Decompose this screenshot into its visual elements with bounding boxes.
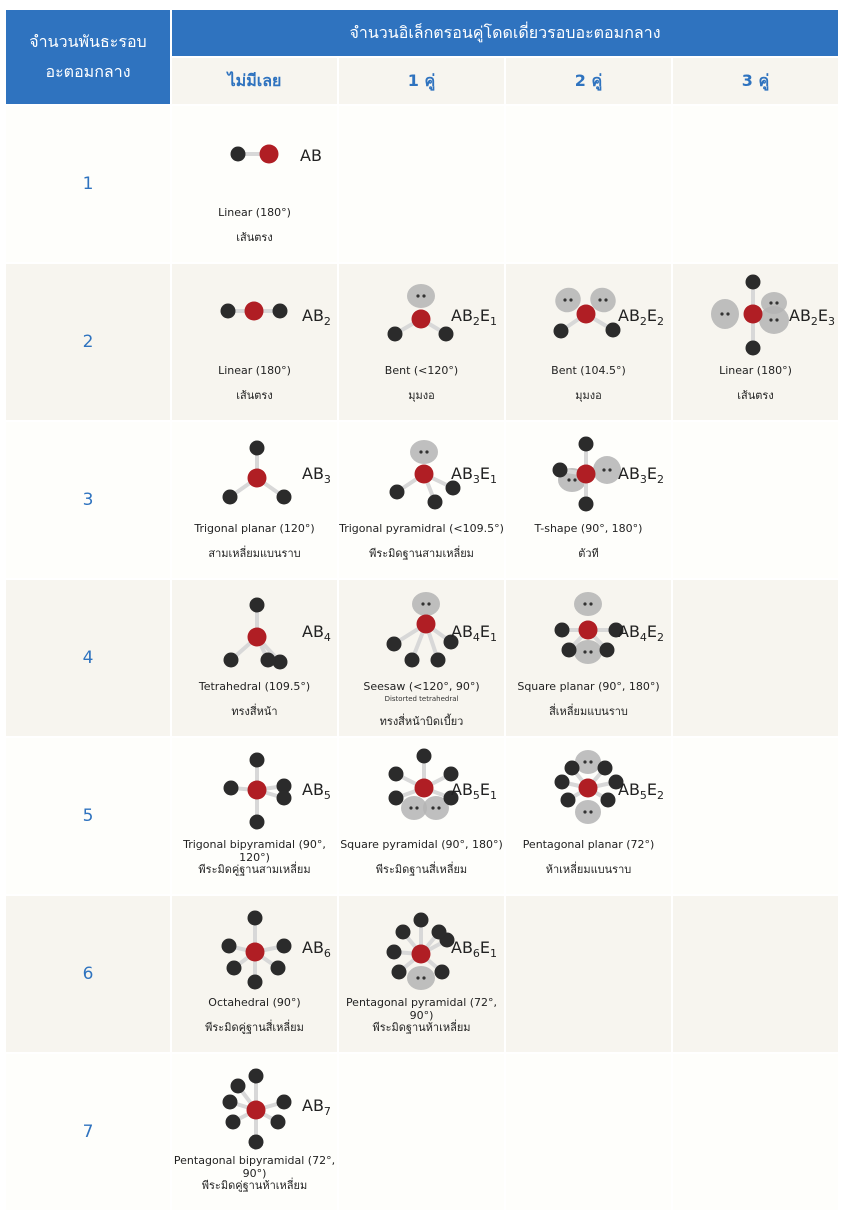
geometry-name-th: ตัวที — [578, 547, 599, 560]
lone-pair-dot — [608, 468, 611, 471]
central-atom — [248, 781, 267, 800]
central-atom — [412, 310, 431, 329]
column-header-three-pairs: 3 คู่ — [673, 58, 838, 104]
bond-count-header-line1: จำนวนพันธะรอบ — [29, 32, 147, 51]
lone-pair-dot — [427, 602, 430, 605]
ligand-atom — [565, 761, 580, 776]
geometry-cell — [506, 896, 671, 1052]
central-atom — [412, 945, 431, 964]
formula-subscript-bonds: 2 — [639, 315, 647, 328]
formula-lone-pair: E — [646, 622, 658, 641]
lone-pair-header: จำนวนอิเล็กตรอนคู่โดดเดี่ยวรอบอะตอมกลาง — [172, 10, 838, 56]
geometry-name-en: Linear (180°) — [218, 206, 291, 219]
column-header-none: ไม่มีเลย — [172, 58, 337, 104]
lone-pair-dot — [775, 318, 778, 321]
ligand-atom — [227, 961, 242, 976]
ligand-atom — [277, 490, 292, 505]
geometry-cell — [339, 106, 504, 262]
geometry-cell — [172, 580, 337, 736]
lone-pair-dot — [583, 650, 586, 653]
molecule-formula — [451, 306, 497, 328]
row-label-bonds-2: 2 — [6, 264, 170, 420]
lone-pair-lobe — [711, 299, 739, 329]
geometry-cell — [172, 896, 337, 1052]
lone-pair-dot — [769, 301, 772, 304]
geometry-name-th: มุมงอ — [575, 389, 602, 402]
lone-pair-dot — [422, 294, 425, 297]
geometry-name-th: เส้นตรง — [737, 389, 774, 402]
ligand-atom — [250, 441, 265, 456]
ligand-atom — [555, 623, 570, 638]
lone-pair-dot — [573, 478, 576, 481]
lone-pair-dot — [589, 650, 592, 653]
geometry-name-en: Trigonal pyramidral (<109.5°) — [339, 522, 504, 535]
ligand-atom — [388, 327, 403, 342]
vsepr-table — [6, 10, 836, 1194]
geometry-cell — [172, 422, 337, 578]
formula-subscript-bonds: 4 — [472, 631, 480, 644]
ligand-atom — [387, 637, 402, 652]
central-atom — [415, 465, 434, 484]
geometry-name-th: สามเหลี่ยมแบนราบ — [208, 547, 301, 560]
ligand-atom — [601, 793, 616, 808]
ligand-atom — [249, 1135, 264, 1150]
geometry-name-th: มุมงอ — [408, 389, 435, 402]
geometry-name-en: Octahedral (90°) — [208, 996, 301, 1009]
geometry-name-th: เส้นตรง — [236, 231, 273, 244]
lone-pair-dot — [602, 468, 605, 471]
central-atom — [415, 779, 434, 798]
lone-pair-dot — [563, 298, 566, 301]
formula-lone-pair: E — [479, 938, 491, 957]
ligand-atom — [224, 781, 239, 796]
geometry-cell — [339, 1054, 504, 1210]
geometry-cell — [339, 580, 504, 736]
ligand-atom — [221, 304, 236, 319]
molecule-formula — [451, 622, 497, 644]
geometry-name-en: Pentagonal pyramidal (72°, 90°) — [345, 996, 498, 1022]
lone-pair-lobe — [407, 966, 435, 990]
formula-lone-pair: E — [646, 780, 658, 799]
lone-pair-dot — [589, 602, 592, 605]
ligand-atom — [579, 497, 594, 512]
ligand-atom — [405, 653, 420, 668]
formula-subscript-bonds: 4 — [323, 631, 331, 644]
lone-pair-dot — [726, 312, 729, 315]
ligand-atom — [389, 767, 404, 782]
ligand-atom — [231, 1079, 246, 1094]
ligand-atom — [390, 485, 405, 500]
molecule-formula — [302, 1096, 331, 1118]
geometry-cell — [673, 896, 838, 1052]
geometry-cell — [172, 106, 337, 262]
geometry-cell — [339, 738, 504, 894]
molecule-formula — [618, 306, 664, 328]
formula-subscript-bonds: 3 — [472, 473, 480, 486]
ligand-atom — [439, 327, 454, 342]
ligand-atom — [223, 1095, 238, 1110]
formula-subscript-lone-pairs: 1 — [490, 947, 498, 960]
formula-subscript-bonds: 3 — [639, 473, 647, 486]
ligand-atom — [271, 1115, 286, 1130]
ligand-atom — [561, 793, 576, 808]
geometry-name-en: Linear (180°) — [218, 364, 291, 377]
lone-pair-dot — [589, 810, 592, 813]
molecule-formula — [302, 780, 331, 802]
geometry-cell — [506, 738, 671, 894]
lone-pair-dot — [431, 806, 434, 809]
central-atom — [579, 779, 598, 798]
lone-pair-dot — [416, 976, 419, 979]
formula-subscript-lone-pairs: 3 — [828, 315, 836, 328]
geometry-cell — [339, 422, 504, 578]
lone-pair-lobe — [593, 456, 621, 484]
molecule-formula — [451, 938, 497, 960]
lone-pair-dot — [720, 312, 723, 315]
geometry-name-en: Square pyramidal (90°, 180°) — [340, 838, 503, 851]
formula-base: AB — [618, 306, 640, 325]
lone-pair-dot — [604, 298, 607, 301]
formula-subscript-bonds: 4 — [639, 631, 647, 644]
ligand-atom — [387, 945, 402, 960]
lone-pair-dot — [583, 810, 586, 813]
lone-pair-lobe — [412, 592, 440, 616]
formula-subscript-bonds: 5 — [472, 789, 480, 802]
geometry-cell — [673, 264, 838, 420]
lone-pair-dot — [415, 806, 418, 809]
molecule-formula — [618, 622, 664, 644]
geometry-cell — [506, 106, 671, 262]
ligand-atom — [273, 304, 288, 319]
geometry-name-th: พีระมิดฐานห้าเหลี่ยม — [372, 1021, 471, 1034]
molecule-formula — [451, 464, 497, 486]
ligand-atom — [432, 925, 447, 940]
geometry-cell — [673, 738, 838, 894]
row-label-bonds-1: 1 — [6, 106, 170, 262]
bond-count-header-line2: อะตอมกลาง — [45, 62, 131, 81]
ligand-atom — [553, 463, 568, 478]
ligand-atom — [555, 775, 570, 790]
formula-base: AB — [789, 306, 811, 325]
lone-pair-dot — [569, 298, 572, 301]
geometry-name-th: ทรงสี่หน้าบิดเบี้ยว — [379, 715, 464, 728]
formula-base: AB — [302, 306, 324, 325]
geometry-name-en: T-shape (90°, 180°) — [534, 522, 643, 535]
formula-subscript-lone-pairs: 1 — [490, 473, 498, 486]
column-header-two-pairs: 2 คู่ — [506, 58, 671, 104]
geometry-name-th: พีระมิดคู่ฐานสามเหลี่ยม — [198, 863, 311, 876]
geometry-cell — [506, 580, 671, 736]
molecule-formula — [618, 780, 664, 802]
geometry-name-th: พีระมิดคู่ฐานสี่เหลี่ยม — [205, 1021, 304, 1034]
formula-base: AB — [302, 622, 324, 641]
formula-subscript-bonds: 3 — [323, 473, 331, 486]
ligand-atom — [249, 1069, 264, 1084]
lone-pair-dot — [409, 806, 412, 809]
lone-pair-dot — [422, 976, 425, 979]
central-atom — [260, 145, 279, 164]
molecule-formula — [302, 306, 331, 328]
geometry-name-en: Pentagonal bipyramidal (72°, 90°) — [173, 1154, 336, 1180]
formula-base: AB — [451, 464, 473, 483]
ligand-atom — [435, 965, 450, 980]
geometry-name-th: พีระมิดฐานสี่เหลี่ยม — [375, 863, 468, 876]
geometry-name-en: Linear (180°) — [719, 364, 792, 377]
formula-subscript-lone-pairs: 1 — [490, 789, 498, 802]
geometry-cell — [506, 422, 671, 578]
ligand-atom — [579, 437, 594, 452]
geometry-name-en: Pentagonal planar (72°) — [522, 838, 655, 851]
geometry-name-en: Square planar (90°, 180°) — [517, 680, 660, 693]
formula-subscript-lone-pairs: 2 — [657, 789, 665, 802]
geometry-name-th: เส้นตรง — [236, 389, 273, 402]
lone-pair-lobe — [574, 592, 602, 616]
formula-subscript-bonds: 6 — [323, 947, 331, 960]
ligand-atom — [598, 761, 613, 776]
formula-lone-pair: E — [817, 306, 829, 325]
row-label-bonds-7: 7 — [6, 1054, 170, 1210]
lone-pair-lobe — [407, 284, 435, 308]
formula-subscript-bonds: 5 — [323, 789, 331, 802]
ligand-atom — [277, 791, 292, 806]
ligand-atom — [389, 791, 404, 806]
formula-subscript-bonds: 6 — [472, 947, 480, 960]
formula-base: AB — [618, 622, 640, 641]
lone-pair-lobe — [575, 800, 601, 824]
lone-pair-dot — [589, 760, 592, 763]
geometry-cell — [673, 580, 838, 736]
formula-subscript-lone-pairs: 1 — [490, 631, 498, 644]
geometry-cell — [339, 264, 504, 420]
ligand-atom — [417, 749, 432, 764]
formula-lone-pair: E — [479, 622, 491, 641]
formula-subscript-bonds: 2 — [323, 315, 331, 328]
formula-base: AB — [300, 146, 322, 165]
bond-count-header — [6, 10, 170, 104]
molecule-formula — [300, 146, 322, 168]
formula-subscript-bonds: 7 — [323, 1105, 331, 1118]
ligand-atom — [554, 324, 569, 339]
central-atom — [248, 469, 267, 488]
molecule-formula — [302, 622, 331, 644]
lone-pair-dot — [567, 478, 570, 481]
lone-pair-lobe — [574, 640, 602, 664]
formula-base: AB — [618, 464, 640, 483]
ligand-atom — [261, 653, 276, 668]
molecule-formula — [302, 938, 331, 960]
ligand-atom — [277, 1095, 292, 1110]
ligand-atom — [223, 490, 238, 505]
ligand-atom — [428, 495, 443, 510]
formula-base: AB — [302, 780, 324, 799]
lone-pair-dot — [437, 806, 440, 809]
formula-subscript-lone-pairs: 2 — [657, 315, 665, 328]
ligand-atom — [226, 1115, 241, 1130]
row-label-bonds-4: 4 — [6, 580, 170, 736]
ligand-atom — [396, 925, 411, 940]
column-header-one-pair: 1 คู่ — [339, 58, 504, 104]
ligand-atom — [222, 939, 237, 954]
central-atom — [577, 305, 596, 324]
lone-pair-dot — [769, 318, 772, 321]
ligand-atom — [562, 643, 577, 658]
lone-pair-dot — [598, 298, 601, 301]
formula-lone-pair: E — [646, 306, 658, 325]
lone-pair-dot — [775, 301, 778, 304]
geometry-name-th: พีระมิดฐานสามเหลี่ยม — [369, 547, 474, 560]
central-atom — [247, 1101, 266, 1120]
ligand-atom — [248, 975, 263, 990]
geometry-cell — [172, 1054, 337, 1210]
ligand-atom — [414, 913, 429, 928]
lone-pair-dot — [425, 450, 428, 453]
ligand-atom — [248, 911, 263, 926]
geometry-cell — [506, 1054, 671, 1210]
geometry-name-en: Bent (<120°) — [384, 364, 459, 377]
formula-base: AB — [451, 622, 473, 641]
formula-base: AB — [302, 464, 324, 483]
row-label-bonds-6: 6 — [6, 896, 170, 1052]
central-atom — [579, 621, 598, 640]
formula-subscript-bonds: 5 — [639, 789, 647, 802]
ligand-atom — [271, 961, 286, 976]
formula-lone-pair: E — [479, 780, 491, 799]
row-label-bonds-5: 5 — [6, 738, 170, 894]
ligand-atom — [431, 653, 446, 668]
central-atom — [744, 305, 763, 324]
formula-subscript-lone-pairs: 2 — [657, 631, 665, 644]
row-label-bonds-3: 3 — [6, 422, 170, 578]
geometry-name-th: ทรงสี่หน้า — [231, 705, 278, 718]
geometry-cell — [172, 738, 337, 894]
formula-subscript-lone-pairs: 1 — [490, 315, 498, 328]
ligand-atom — [224, 653, 239, 668]
ligand-atom — [250, 598, 265, 613]
formula-base: AB — [302, 1096, 324, 1115]
geometry-name-en: Bent (104.5°) — [551, 364, 626, 377]
lone-pair-dot — [583, 760, 586, 763]
geometry-name-en: Trigonal planar (120°) — [194, 522, 315, 535]
geometry-cell — [172, 264, 337, 420]
geometry-name-en: Trigonal bipyramidal (90°, 120°) — [183, 838, 326, 864]
central-atom — [417, 615, 436, 634]
formula-subscript-bonds: 2 — [472, 315, 480, 328]
ligand-atom — [600, 643, 615, 658]
ligand-atom — [250, 753, 265, 768]
geometry-cell — [673, 422, 838, 578]
geometry-name-th: ห้าเหลี่ยมแบนราบ — [545, 863, 632, 876]
molecule-formula — [451, 780, 497, 802]
formula-base: AB — [451, 780, 473, 799]
geometry-name-th: สี่เหลี่ยมแบนราบ — [549, 705, 628, 718]
geometry-name-th: พีระมิดคู่ฐานห้าเหลี่ยม — [201, 1179, 308, 1192]
ligand-atom — [392, 965, 407, 980]
formula-subscript-bonds: 2 — [810, 315, 818, 328]
lone-pair-dot — [421, 602, 424, 605]
geometry-note: Distorted tetrahedral — [384, 695, 459, 703]
ligand-atom — [746, 275, 761, 290]
formula-base: AB — [451, 306, 473, 325]
central-atom — [246, 943, 265, 962]
formula-base: AB — [451, 938, 473, 957]
central-atom — [577, 465, 596, 484]
geometry-cell — [339, 896, 504, 1052]
formula-lone-pair: E — [479, 464, 491, 483]
formula-subscript-lone-pairs: 2 — [657, 473, 665, 486]
ligand-atom — [277, 939, 292, 954]
lone-pair-dot — [419, 450, 422, 453]
geometry-cell — [673, 106, 838, 262]
molecule-formula — [618, 464, 664, 486]
formula-lone-pair: E — [646, 464, 658, 483]
geometry-name-en: Tetrahedral (109.5°) — [198, 680, 311, 693]
lone-pair-dot — [583, 602, 586, 605]
formula-lone-pair: E — [479, 306, 491, 325]
ligand-atom — [231, 147, 246, 162]
molecule-formula — [789, 306, 835, 328]
ligand-atom — [250, 815, 265, 830]
geometry-cell — [673, 1054, 838, 1210]
geometry-cell — [506, 264, 671, 420]
central-atom — [248, 628, 267, 647]
central-atom — [245, 302, 264, 321]
formula-base: AB — [302, 938, 324, 957]
ligand-atom — [746, 341, 761, 356]
formula-base: AB — [618, 780, 640, 799]
molecule-formula — [302, 464, 331, 486]
lone-pair-dot — [416, 294, 419, 297]
lone-pair-lobe — [410, 440, 438, 464]
geometry-name-en: Seesaw (<120°, 90°) — [363, 680, 480, 693]
lone-pair-lobe — [761, 292, 787, 314]
